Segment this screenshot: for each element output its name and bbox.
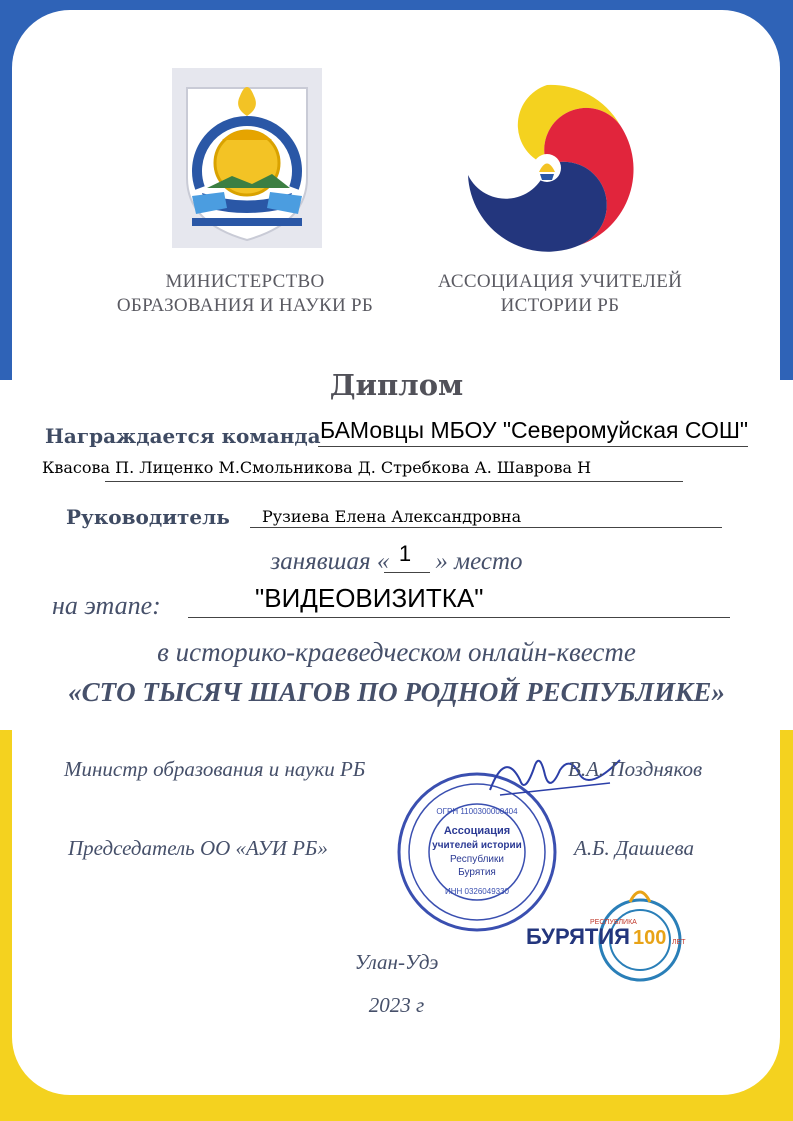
place-text-after: » место: [435, 548, 523, 575]
coat-of-arms-icon: [172, 68, 322, 248]
seal-line4: Бурятия: [458, 867, 496, 878]
awarded-label: Награждается команда: [45, 424, 321, 448]
chairman-role: Председатель ОО «АУИ РБ»: [68, 836, 328, 860]
association-name-line2: ИСТОРИИ РБ: [500, 295, 620, 316]
quest-description: в историко-краеведческом онлайн-квесте: [157, 637, 636, 667]
minister-role: Министр образования и науки РБ: [64, 757, 366, 781]
seal-line1: Ассоциация: [443, 825, 511, 837]
place-underline: [384, 572, 430, 573]
association-name-line1: АССОЦИАЦИЯ УЧИТЕЛЕЙ: [437, 271, 683, 292]
team-name: БАМовцы МБОУ "Северомуйская СОШ": [320, 417, 749, 443]
stage-underline: [188, 617, 730, 618]
leader-underline: [250, 527, 722, 528]
association-logo-icon: [460, 80, 635, 255]
diploma-title: Диплом: [329, 368, 464, 402]
chairman-name: А.Б. Дашиева: [574, 836, 694, 860]
ministry-name-line2: ОБРАЗОВАНИЯ И НАУКИ РБ: [116, 295, 374, 316]
seal-inn: ИНН 0326049330: [444, 887, 510, 896]
place-number: 1: [398, 541, 412, 566]
leader-name: Рузиева Елена Александровна: [262, 507, 522, 526]
year: 2023 г: [368, 993, 425, 1017]
jubilee-top-text: РЕСПУБЛИКА: [590, 919, 637, 926]
team-underline: [318, 446, 748, 447]
seal-line2: учителей истории: [432, 840, 522, 851]
stage-label: на этапе:: [52, 591, 161, 620]
ministry-name-line1: МИНИСТЕРСТВО: [165, 271, 325, 292]
jubilee-number: 100: [633, 927, 667, 949]
team-members: Квасова П. Лиценко М.Смольникова Д. Стребкова А. Шаврова Н: [42, 458, 592, 477]
seal-ogrn: ОГРН 1100300000404: [436, 807, 518, 816]
ministry-name: [110, 270, 380, 318]
association-name: [430, 270, 690, 318]
stage-name: "ВИДЕОВИЗИТКА": [255, 583, 484, 613]
minister-name: В.А. Поздняков: [568, 757, 703, 781]
jubilee-main-text: БУРЯТИЯ: [526, 924, 630, 949]
leader-label: Руководитель: [66, 505, 230, 529]
quest-name: «СТО ТЫСЯЧ ШАГОВ ПО РОДНОЙ РЕСПУБЛИКЕ»: [68, 677, 725, 707]
seal-line3: Республики: [450, 854, 504, 865]
jubilee-suffix: ЛЕТ: [672, 939, 686, 946]
city: Улан-Удэ: [354, 950, 439, 974]
members-underline: [105, 481, 683, 482]
place-text-before: занявшая «: [270, 548, 390, 575]
